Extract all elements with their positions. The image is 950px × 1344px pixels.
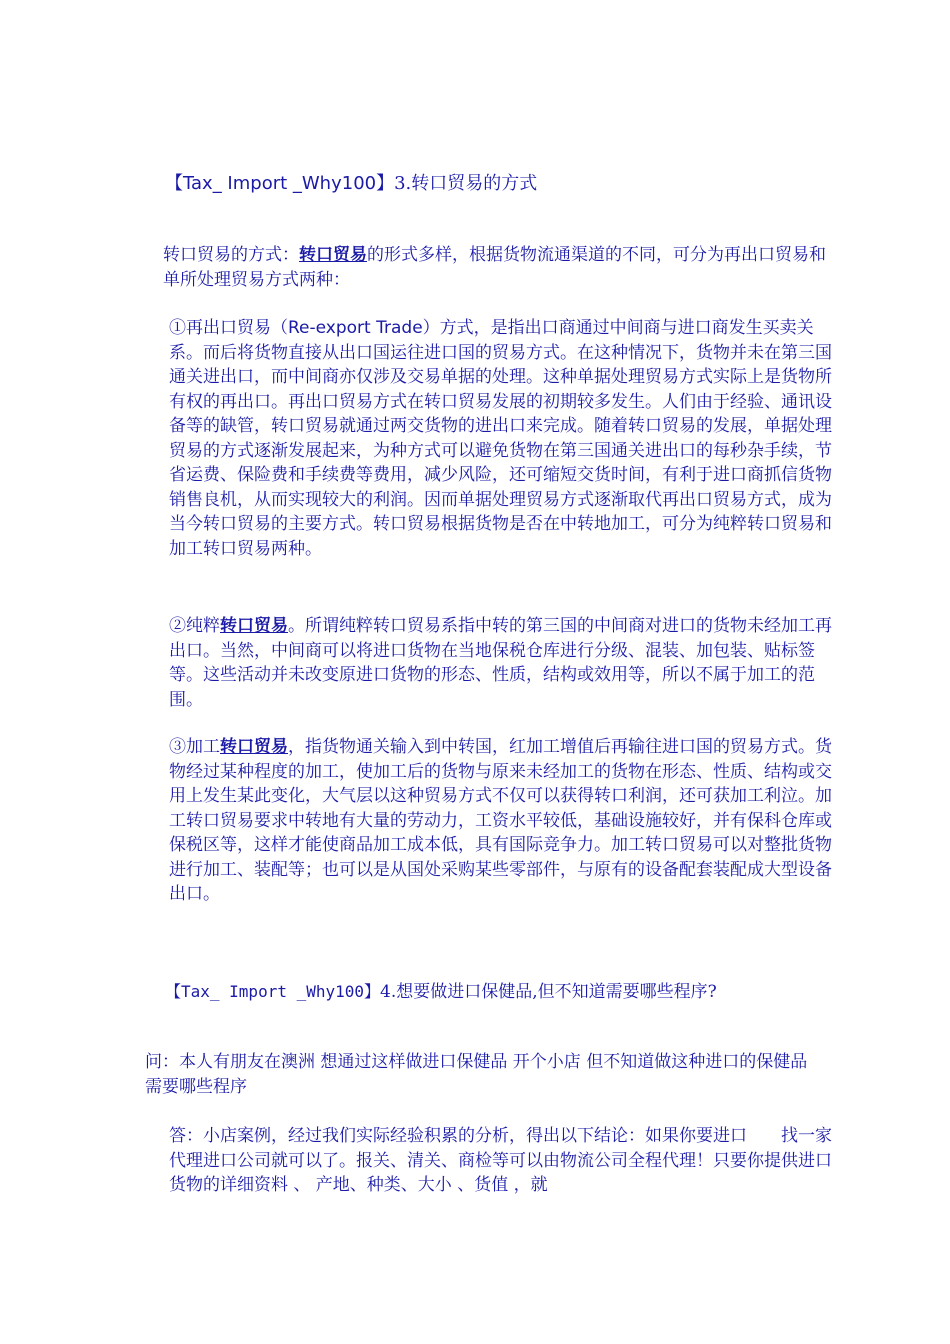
section-heading-4 (165, 980, 717, 1004)
transit-trade-link[interactable]: 转口贸易 (299, 245, 367, 265)
point-3-prefix: ③加工 (169, 737, 220, 757)
heading-tag-2: 【Tax_ Import _Why100】 (165, 982, 381, 1001)
transit-trade-link-2[interactable]: 转口贸易 (220, 616, 288, 636)
point-3-body: ，指货物通关输入到中转国，红加工增值后再输往进口国的贸易方式。货物经过某种程度的加工，使加工后的货物与原来未经加工的货物在形态、性质、结构或交用上发生某此变化，大气层以这种贸易方式不仅可以获得转口利润，还可获加工利泣。加工转口贸易要求中转地有大量的劳动力，工资水平较低，基础设施较好，并有保科仓库或保税区等，这样才能使商品加工成本低，具有国际竞争力。加工转口贸易可以对整批货物进行加工、装配等；也可以是从国处采购某些零部件，与原有的设备配套装配成大型设备出口。 (169, 737, 832, 904)
point-1-paragraph (145, 316, 834, 561)
point-1-prefix: ①再出口贸易（ (169, 318, 288, 338)
heading-title-2: 4.想要做进口保健品,但不知道需要哪些程序? (380, 982, 717, 1002)
point-2-prefix: ②纯粹 (169, 616, 220, 636)
section-heading-3 (165, 172, 537, 196)
answer-paragraph: 答：小店案例，经过我们实际经验积累的分析，得出以下结论：如果你要进口 找一家代理进口公司就可以了。报关、清关、商检等可以由物流公司全程代理！只要你提供进口货物的详细资料 、 产地、种类、大小 、货值 ，就 (169, 1126, 832, 1195)
heading-tag: 【Tax_ Import _Why100】 (165, 173, 395, 194)
intro-paragraph (145, 243, 828, 292)
intro-prefix: 转口贸易的方式： (163, 245, 299, 265)
point-3-paragraph (145, 735, 834, 907)
question-paragraph: 问：本人有朋友在澳洲 想通过这样做进口保健品 开个小店 但不知道做这种进口的保健品需要哪些程序 (145, 1052, 808, 1097)
point-2-paragraph (145, 614, 834, 712)
intro-suffix: 的形式多样，根据货物流通渠道的不同，可分为再出口贸易和单所处理贸易方式两种： (163, 245, 826, 290)
point-1-body: ）方式，是指出口商通过中间商与进口商发生买卖关系。而后将货物直接从出口国运往进口国的贸易方式。在这种情况下，货物并未在第三国通关进出口，而中间商亦仅涉及交易单据的处理。这种单据处理贸易方式实际上是货物所有权的再出口。再出口贸易方式在转口贸易发展的初期较多发生。人们由于经验、通讯设备等的缺管，转口贸易就通过两交货物的进出口来完成。随着转口贸易的发展，单据处理贸易的方式逐渐发展起来，为种方式可以避免货物在第三国通关进出口的每秒杂手续，节省运费、保险费和手续费等费用，减少风险，还可缩短交货时间，有利于进口商抓信货物销售良机，从而实现较大的利润。因而单据处理贸易方式逐渐取代再出口贸易方式，成为当今转口贸易的主要方式。转口贸易根据货物是否在中转地加工，可分为纯粹转口贸易和加工转口贸易两种。 (169, 318, 832, 559)
heading-title: 3.转口贸易的方式 (394, 173, 538, 194)
point-2-body: 。所谓纯粹转口贸易系指中转的第三国的中间商对进口的货物未经加工再出口。当然，中间商可以将进口货物在当地保税仓库进行分级、混装、加包装、贴标签等。这些活动并未改变原进口货物的形态、性质，结构或效用等，所以不属于加工的范围。 (169, 616, 832, 710)
transit-trade-link-3[interactable]: 转口贸易 (220, 737, 288, 757)
point-1-english-term: Re-export Trade (288, 318, 423, 338)
